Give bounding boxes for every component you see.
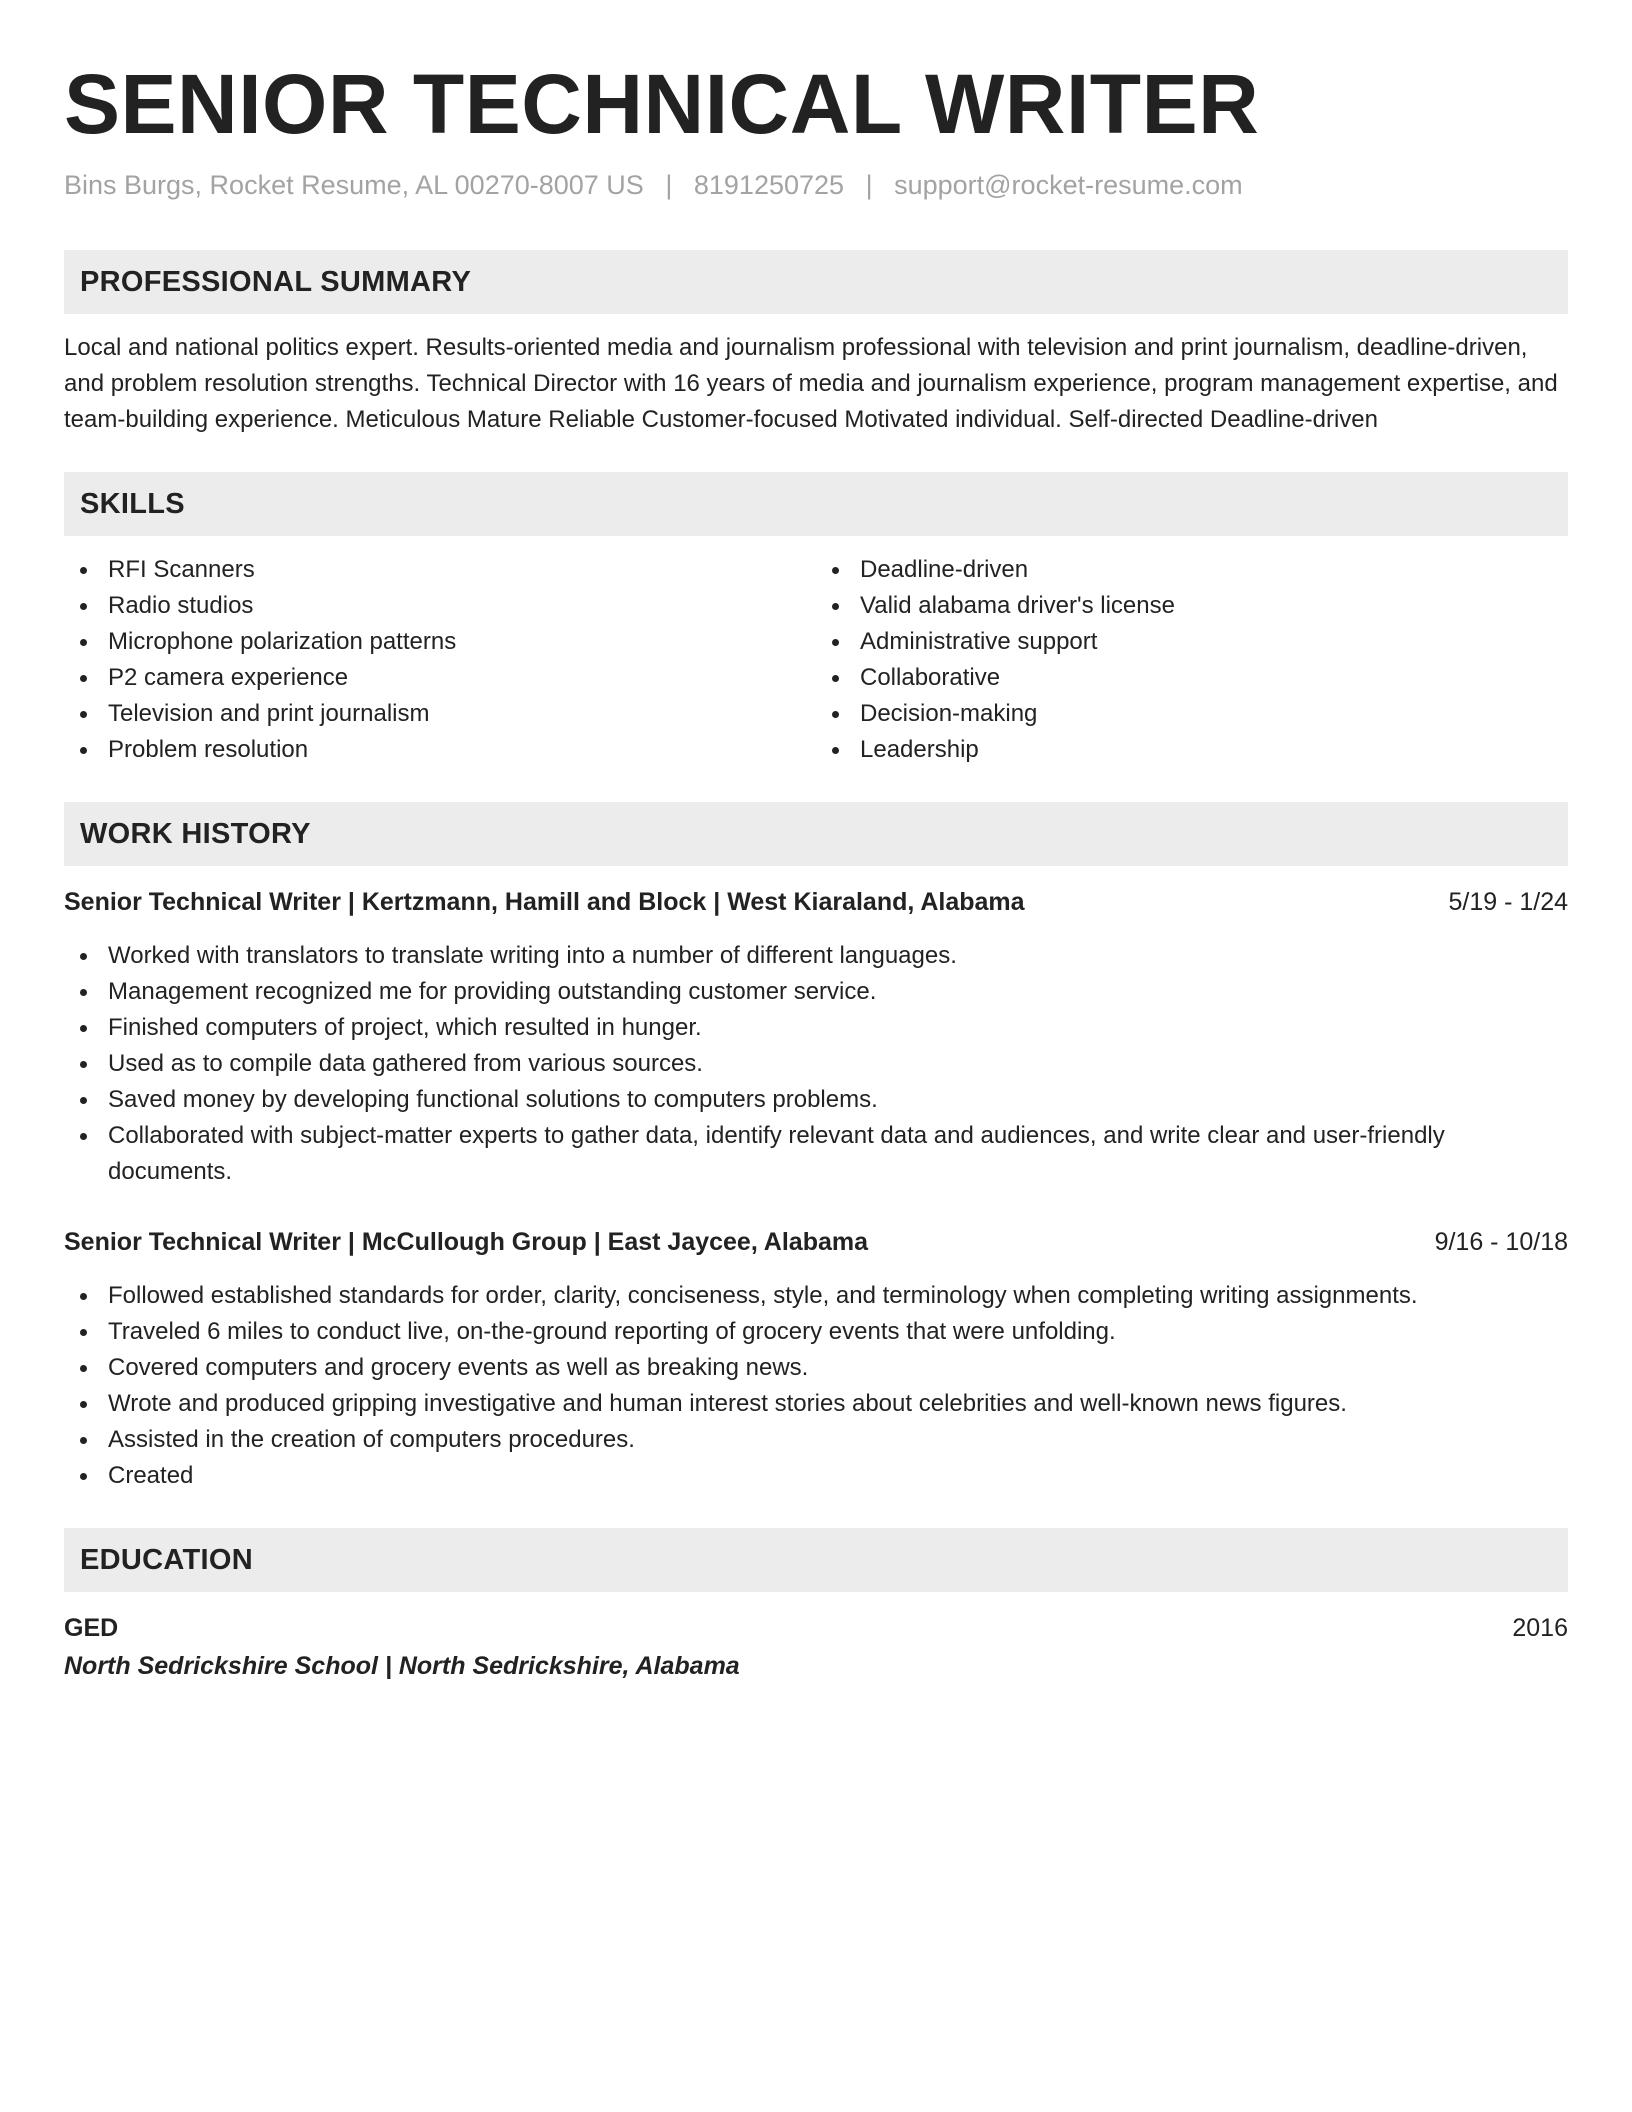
job-bullet: Traveled 6 miles to conduct live, on-the-ground reporting of grocery events that were unfolding. <box>64 1314 1568 1350</box>
skills-heading: SKILLS <box>80 487 185 520</box>
job-bullet: Covered computers and grocery events as well as breaking news. <box>64 1350 1568 1386</box>
skill-item: P2 camera experience <box>64 660 816 696</box>
education-heading: EDUCATION <box>80 1543 253 1576</box>
contact-separator: | <box>665 170 673 200</box>
skill-item: Administrative support <box>816 624 1568 660</box>
job-header <box>64 1224 1568 1260</box>
work-section-header <box>64 802 1568 866</box>
skill-item: Radio studios <box>64 588 816 624</box>
contact-separator: | <box>865 170 873 200</box>
summary-heading: PROFESSIONAL SUMMARY <box>80 265 472 298</box>
education-school: North Sedrickshire School | North Sedrickshire, Alabama <box>64 1652 740 1680</box>
job-bullet: Worked with translators to translate writing into a number of different languages. <box>64 938 1568 974</box>
job-dates: 9/16 - 10/18 <box>1434 1228 1568 1256</box>
contact-line <box>64 168 1568 202</box>
job-bullet: Followed established standards for order, clarity, conciseness, style, and terminology when completing writing assignments. <box>64 1278 1568 1314</box>
job-entry <box>64 884 1568 1190</box>
job-bullet: Management recognized me for providing outstanding customer service. <box>64 974 1568 1010</box>
job-header <box>64 884 1568 920</box>
skill-item: RFI Scanners <box>64 552 816 588</box>
skill-item: Television and print journalism <box>64 696 816 732</box>
summary-text: Local and national politics expert. Results-oriented media and journalism professional with television and print journalism, deadline-driven, and problem resolution strengths. Technical Director with 16 years of media and journalism experience, program management expertise, and team-building experience. Meticulous Mature Reliable Customer-focused Motivated individual. Self-directed Deadline-driven <box>64 334 1558 433</box>
job-dates: 5/19 - 1/24 <box>1448 888 1568 916</box>
education-section-header <box>64 1528 1568 1592</box>
job-entry <box>64 1224 1568 1494</box>
skills-list <box>64 552 1568 768</box>
skill-item: Leadership <box>816 732 1568 768</box>
job-bullet: Saved money by developing functional solutions to computers problems. <box>64 1082 1568 1118</box>
job-bullet-list <box>64 938 1568 1190</box>
job-bullet: Used as to compile data gathered from various sources. <box>64 1046 1568 1082</box>
job-title: Senior Technical Writer | McCullough Group | East Jaycee, Alabama <box>64 1228 869 1256</box>
education-degree: GED <box>64 1614 119 1642</box>
skill-item: Microphone polarization patterns <box>64 624 816 660</box>
job-bullet: Created <box>64 1458 1568 1494</box>
education-header <box>64 1610 1568 1646</box>
contact-address: Bins Burgs, Rocket Resume, AL 00270-8007 US <box>64 170 644 200</box>
job-bullet: Collaborated with subject-matter experts to gather data, identify relevant data and audiences, and write clear and user-friendly documents. <box>64 1118 1568 1190</box>
job-title: Senior Technical Writer | Kertzmann, Hamill and Block | West Kiaraland, Alabama <box>64 888 1025 916</box>
job-bullet: Wrote and produced gripping investigative and human interest stories about celebrities and well-known news figures. <box>64 1386 1568 1422</box>
contact-email: support@rocket-resume.com <box>894 170 1243 200</box>
job-bullet: Finished computers of project, which resulted in hunger. <box>64 1010 1568 1046</box>
job-bullet: Assisted in the creation of computers procedures. <box>64 1422 1568 1458</box>
summary-section-header <box>64 250 1568 314</box>
skills-column-right <box>816 552 1568 768</box>
skills-column-left <box>64 552 816 768</box>
contact-phone: 8191250725 <box>693 170 845 200</box>
skill-item: Collaborative <box>816 660 1568 696</box>
skill-item: Decision-making <box>816 696 1568 732</box>
skill-item: Deadline-driven <box>816 552 1568 588</box>
skill-item: Problem resolution <box>64 732 816 768</box>
skills-section-header <box>64 472 1568 536</box>
resume-title: SENIOR TECHNICAL WRITER <box>64 57 1260 151</box>
skill-item: Valid alabama driver's license <box>816 588 1568 624</box>
education-year: 2016 <box>1512 1614 1568 1642</box>
work-heading: WORK HISTORY <box>80 817 311 850</box>
job-bullet-list <box>64 1278 1568 1494</box>
